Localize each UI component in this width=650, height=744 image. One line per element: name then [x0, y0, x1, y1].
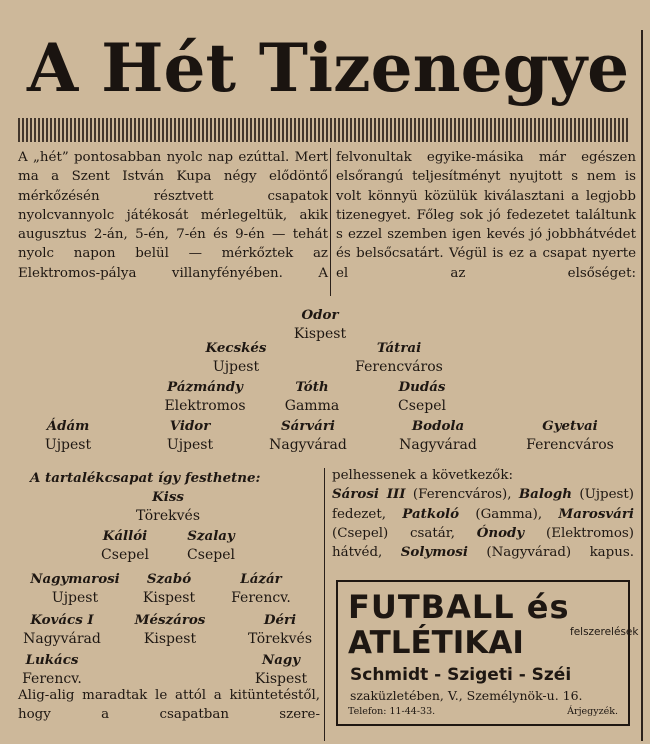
- intro-right-column: felvonultak egyike-másika már egészen elsőrangú teljesítményt nyujtott s nem is volt könnyü közülük kiválasztani a legjobb tizenegyet. Főleg sok jó fedezetet találtunk s ezzel szemben igen kevés jó jobbhátvédet és belsőcsatárt. Végül is ez a csapat nyerte el az elsőséget:: [336, 150, 636, 281]
- player-name: Ádám: [46, 418, 90, 434]
- mention-club: (Gamma),: [459, 506, 559, 522]
- mention-club: (Csepel) csatár,: [332, 525, 477, 541]
- reserve-forward-2: [122, 611, 218, 649]
- player-club: Kispest: [254, 671, 308, 687]
- player-club: Törekvés: [247, 631, 313, 647]
- player-club: Kispest: [143, 631, 197, 647]
- player-forward-5: [508, 417, 632, 455]
- player-name: Szalay: [187, 528, 235, 544]
- honorable-mentions: [332, 466, 634, 582]
- player-left-half: [372, 378, 472, 416]
- player-name: Lukács: [25, 652, 79, 668]
- headline: A Hét Tizenegye: [26, 29, 630, 107]
- player-name: Vidor: [169, 418, 211, 434]
- reserve-centre-half: [124, 570, 214, 608]
- ad-address: szaküzletében, V., Személynök-u. 16.: [350, 688, 583, 703]
- ad-side-text: felszerelések: [570, 626, 639, 638]
- mention-club: (Ferencváros),: [405, 487, 519, 503]
- player-club: Gamma: [284, 398, 340, 414]
- mention-name: Patkoló: [402, 505, 460, 522]
- closing-left-column: Alig-alig maradtak le attól a kitüntetéstől, hogy a csapatban szere-: [18, 688, 320, 723]
- reserve-forward-5: [240, 651, 322, 689]
- player-name: Déri: [263, 612, 297, 628]
- player-name: Nagymarosi: [30, 571, 120, 587]
- player-club: Ferencváros: [526, 437, 614, 453]
- player-name: Bodola: [411, 418, 465, 434]
- advertisement: [336, 580, 639, 726]
- player-club: Ujpest: [166, 437, 214, 453]
- player-right-half: [148, 378, 262, 416]
- reserve-forward-3: [232, 611, 328, 649]
- player-name: Mészáros: [134, 612, 206, 628]
- reserve-right-back: [80, 527, 170, 565]
- reserve-forward-1: [14, 611, 110, 649]
- reserve-title: A tartalékcsapat így festhetne:: [30, 470, 261, 486]
- ad-phone: Telefon: 11-44-33.: [348, 706, 436, 717]
- ad-price-list: Árjegyzék.: [567, 706, 618, 717]
- player-club: Elektromos: [164, 398, 246, 414]
- mention-name: Balogh: [518, 486, 572, 503]
- player-left-back: [334, 339, 464, 377]
- player-club: Ferencv.: [22, 671, 82, 687]
- player-club: Ujpest: [44, 437, 92, 453]
- ad-subheadline: ATLÉTIKAI: [348, 625, 524, 661]
- player-right-back: [178, 339, 294, 377]
- player-name: Kállói: [102, 528, 148, 544]
- ad-headline: FUTBALL és: [348, 588, 570, 626]
- player-centre-half: [262, 378, 362, 416]
- mention-name: Marosvári: [558, 505, 634, 522]
- column-divider: [324, 468, 325, 741]
- player-name: Gyetvai: [542, 418, 598, 434]
- player-club: Nagyvárad: [23, 631, 101, 647]
- player-club: Csepel: [101, 547, 149, 563]
- mention-club: (Ujpest) fedezet,: [332, 487, 634, 522]
- player-forward-2: [142, 417, 238, 455]
- ad-company-name: Schmidt - Szigeti - Széi: [350, 665, 572, 685]
- player-club: Ferencv.: [231, 590, 291, 606]
- player-club: Ferencváros: [355, 359, 443, 375]
- player-club: Törekvés: [135, 508, 201, 524]
- player-club: Nagyvárad: [269, 437, 347, 453]
- player-name: Nagy: [261, 652, 301, 668]
- player-name: Lázár: [240, 571, 282, 587]
- player-name: Tóth: [295, 379, 329, 395]
- player-forward-1: [20, 417, 116, 455]
- player-forward-4: [380, 417, 496, 455]
- player-name: Sárvári: [280, 418, 335, 434]
- player-club: Kispest: [293, 326, 347, 342]
- reserve-forward-4: [12, 651, 92, 689]
- mentions-lead: pelhessenek a következők:: [332, 468, 513, 483]
- player-club: Nagyvárad: [399, 437, 477, 453]
- mention-name: Ónody: [476, 524, 525, 541]
- player-club: Kispest: [142, 590, 196, 606]
- player-name: Kiss: [152, 489, 184, 505]
- mention-name: Solymosi: [400, 544, 468, 561]
- player-club: Ujpest: [212, 359, 260, 375]
- reserve-goalkeeper: [120, 488, 216, 526]
- player-name: Kovács I: [30, 612, 94, 628]
- player-club: Ujpest: [51, 590, 99, 606]
- player-club: Csepel: [398, 398, 446, 414]
- player-club: Csepel: [187, 547, 235, 563]
- column-rule: [641, 30, 643, 741]
- hatched-rule: [18, 118, 630, 142]
- player-forward-3: [250, 417, 366, 455]
- mention-club: (Nagyvárad) kapus.: [467, 545, 634, 561]
- reserve-right-half: [16, 570, 134, 608]
- mention-club: (Elektromos) hátvéd,: [332, 525, 634, 561]
- intro-left-column: A „hét” pontosabban nyolc nap ezúttal. Mert ma a Szent István Kupa négy elődöntő mérkőzésén résztvett csapatok nyolcvannyolc játékosát mérlegeltük, akik augusztus 2-án, 5-én, 7-én és 9-én — tehát nyolc napon belül — mérkőztek az Elektromos-pálya villanyfényében. A: [18, 150, 328, 281]
- player-name: Pázmándy: [167, 379, 243, 395]
- player-name: Odor: [301, 307, 339, 323]
- player-name: Szabó: [146, 571, 192, 587]
- reserve-left-back: [166, 527, 256, 565]
- mention-name: Sárosi III: [332, 486, 406, 503]
- column-divider: [330, 148, 331, 296]
- reserve-left-half: [216, 570, 306, 608]
- player-name: Tátrai: [376, 340, 422, 356]
- player-name: Dudás: [398, 379, 446, 395]
- player-name: Kecskés: [205, 340, 267, 356]
